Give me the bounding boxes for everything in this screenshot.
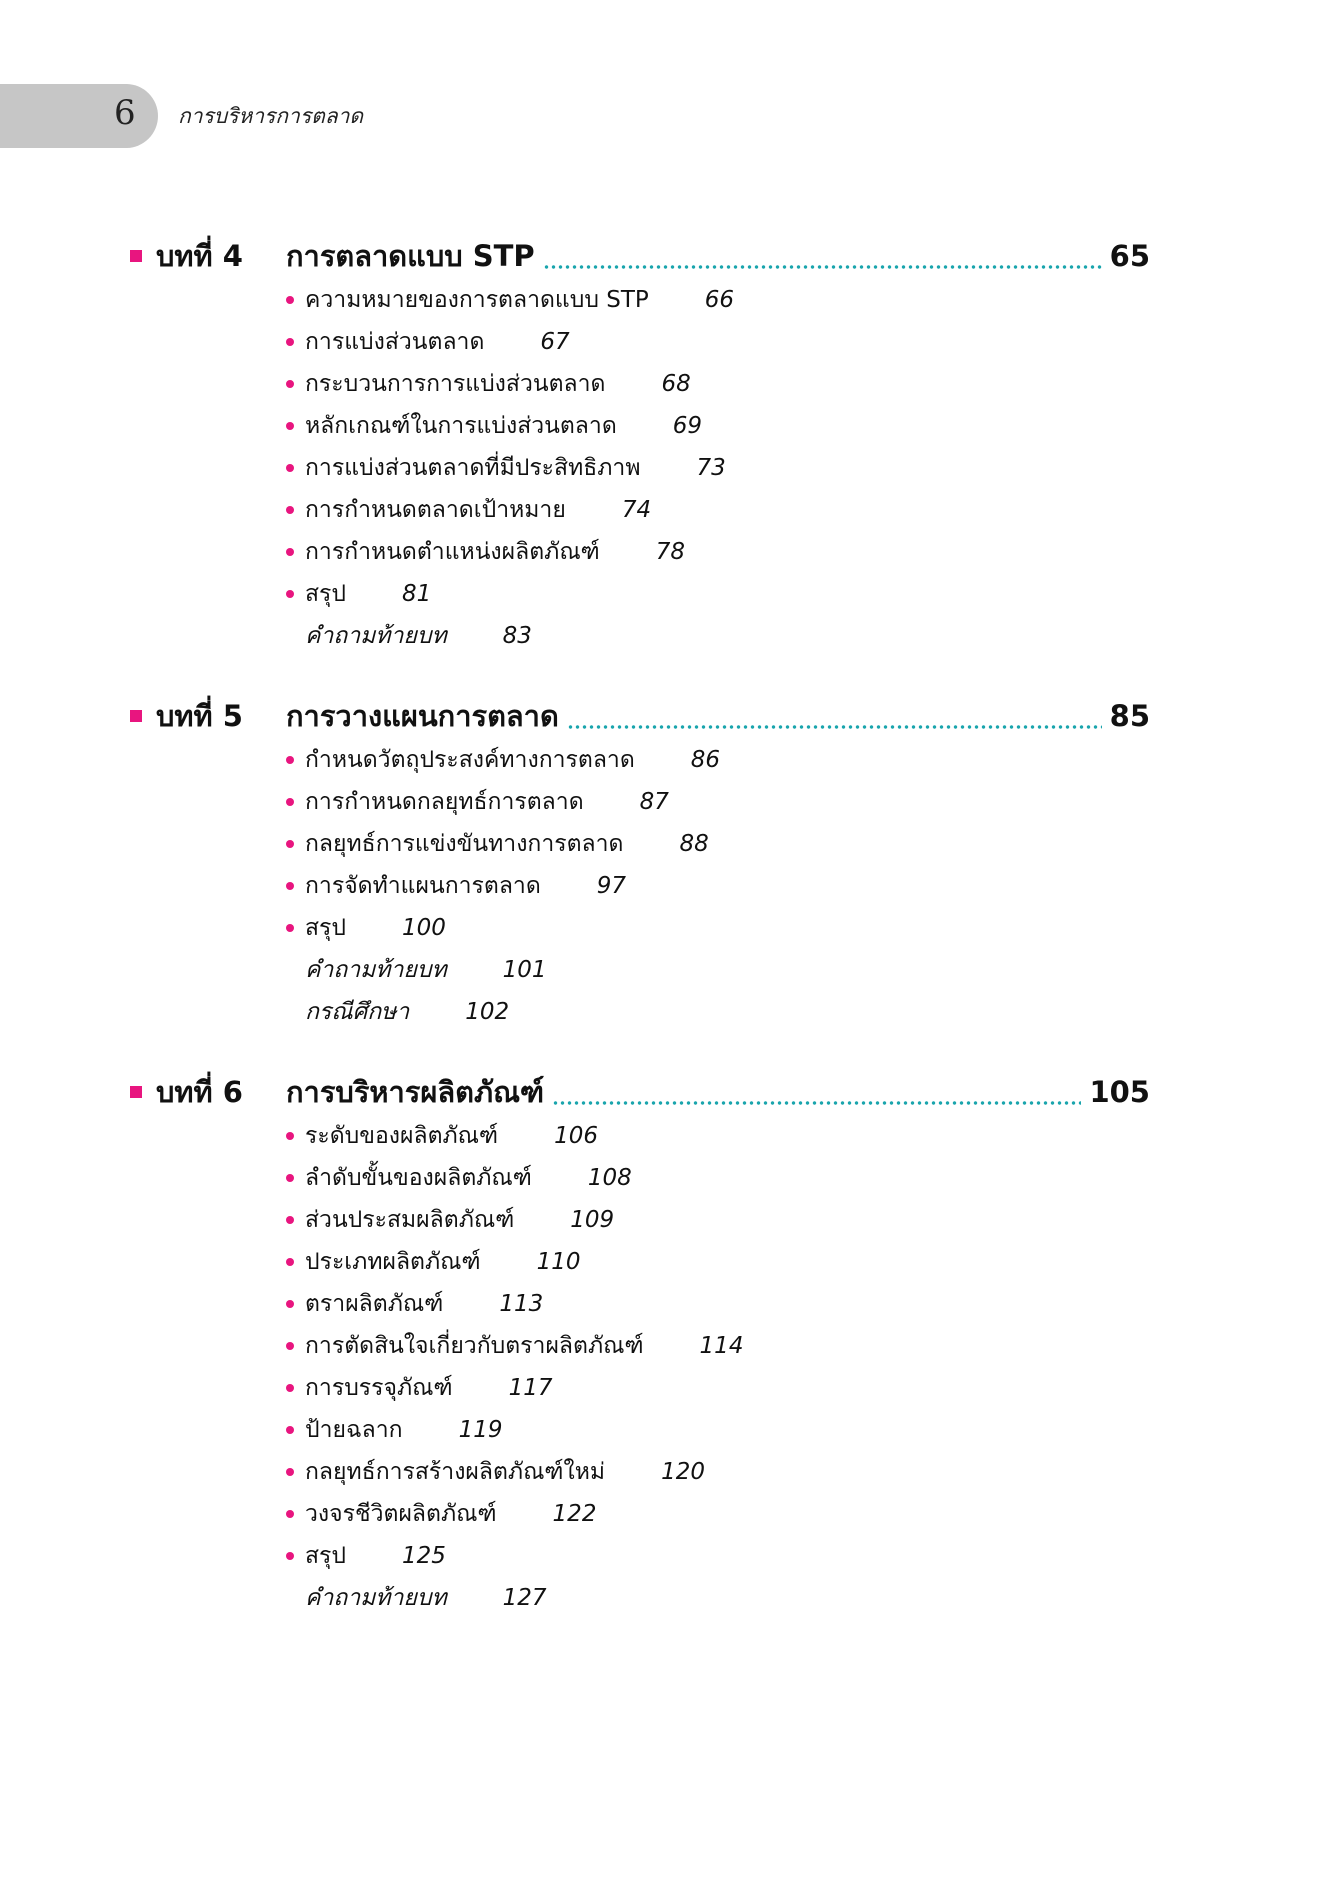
bullet-icon bbox=[286, 422, 294, 430]
bullet-icon bbox=[286, 548, 294, 556]
bullet-icon bbox=[286, 882, 294, 890]
bullet-icon bbox=[286, 338, 294, 346]
entry-page: 106 bbox=[554, 1123, 599, 1149]
entry-title: กระบวนการการแบ่งส่วนตลาด bbox=[305, 371, 606, 397]
chapter-marker-icon bbox=[130, 1086, 142, 1098]
entry-title: กำหนดวัตถุประสงค์ทางการตลาด bbox=[305, 747, 635, 773]
bullet-icon bbox=[286, 296, 294, 304]
bullet-icon bbox=[286, 756, 294, 764]
entry-page: 125 bbox=[402, 1543, 446, 1569]
entry-title: ส่วนประสมผลิตภัณฑ์ bbox=[305, 1207, 515, 1233]
chapter-entries bbox=[284, 1115, 743, 1619]
toc-entry bbox=[284, 739, 720, 781]
bullet-icon bbox=[286, 380, 294, 388]
entry-page: 114 bbox=[699, 1333, 744, 1359]
entry-page: 120 bbox=[661, 1459, 705, 1485]
entry-title: การตัดสินใจเกี่ยวกับตราผลิตภัณฑ์ bbox=[305, 1333, 644, 1359]
entry-title: สรุป bbox=[305, 581, 346, 607]
entry-page: 110 bbox=[536, 1249, 581, 1275]
chapter-title: การวางแผนการตลาด bbox=[286, 699, 559, 733]
bullet-icon bbox=[286, 590, 294, 598]
entry-page: 68 bbox=[661, 371, 691, 397]
entry-title: การกำหนดกลยุทธ์การตลาด bbox=[305, 789, 584, 815]
entry-title: คำถามท้ายบท bbox=[305, 623, 447, 649]
entry-page: 97 bbox=[596, 873, 627, 899]
toc-entry bbox=[284, 1157, 743, 1199]
entry-title: การกำหนดตำแหน่งผลิตภัณฑ์ bbox=[305, 539, 600, 565]
entry-page: 109 bbox=[570, 1207, 615, 1233]
bullet-icon bbox=[286, 1174, 294, 1182]
toc-entry bbox=[284, 823, 720, 865]
toc-entry bbox=[284, 573, 734, 615]
entry-page: 108 bbox=[587, 1165, 632, 1191]
toc-entry bbox=[284, 907, 720, 949]
entry-title: กลยุทธ์การสร้างผลิตภัณฑ์ใหม่ bbox=[305, 1459, 606, 1485]
bullet-icon bbox=[286, 1468, 294, 1476]
chapter-marker-icon bbox=[130, 710, 142, 722]
entry-page: 101 bbox=[502, 957, 547, 983]
toc-entry bbox=[284, 865, 720, 907]
bullet-icon bbox=[286, 1300, 294, 1308]
entry-title: การกำหนดตลาดเป้าหมาย bbox=[305, 497, 566, 523]
entry-page: 113 bbox=[499, 1291, 544, 1317]
entry-page: 69 bbox=[672, 413, 703, 439]
entry-title: ความหมายของการตลาดแบบ STP bbox=[305, 287, 649, 313]
toc-entry bbox=[284, 1367, 743, 1409]
toc-entry bbox=[284, 447, 734, 489]
entry-page: 119 bbox=[458, 1417, 503, 1443]
entry-page: 127 bbox=[502, 1585, 547, 1611]
chapter-title: การตลาดแบบ STP bbox=[286, 239, 535, 273]
chapter-page: 105 bbox=[1089, 1075, 1150, 1109]
entry-page: 87 bbox=[639, 789, 669, 815]
entry-title: การแบ่งส่วนตลาด bbox=[305, 329, 485, 355]
bullet-icon bbox=[286, 1258, 294, 1266]
entry-title: การบรรจุภัณฑ์ bbox=[305, 1375, 453, 1401]
entry-page: 122 bbox=[552, 1501, 597, 1527]
entry-title: คำถามท้ายบท bbox=[305, 1585, 447, 1611]
toc-entry bbox=[284, 1199, 743, 1241]
toc-entry bbox=[284, 1535, 743, 1577]
chapter-heading bbox=[130, 234, 1150, 278]
chapter-page: 65 bbox=[1109, 239, 1150, 273]
chapter-entries bbox=[284, 279, 734, 657]
entry-page: 74 bbox=[621, 497, 652, 523]
toc-entry bbox=[284, 781, 720, 823]
entry-title: การแบ่งส่วนตลาดที่มีประสิทธิภาพ bbox=[305, 455, 641, 481]
entry-page: 83 bbox=[502, 623, 532, 649]
entry-page: 117 bbox=[508, 1375, 553, 1401]
bullet-icon bbox=[286, 840, 294, 848]
toc-entry bbox=[284, 321, 734, 363]
bullet-icon bbox=[286, 1510, 294, 1518]
bullet-icon bbox=[286, 1552, 294, 1560]
entry-title: สรุป bbox=[305, 1543, 346, 1569]
entry-title: ตราผลิตภัณฑ์ bbox=[305, 1291, 444, 1317]
chapter-label: บทที่ 5 bbox=[156, 699, 243, 733]
entry-title: สรุป bbox=[305, 915, 346, 941]
entry-title: ลำดับขั้นของผลิตภัณฑ์ bbox=[305, 1165, 532, 1191]
bullet-icon bbox=[286, 464, 294, 472]
bullet-icon bbox=[286, 1426, 294, 1434]
toc-entry bbox=[284, 1577, 743, 1619]
bullet-icon bbox=[286, 1216, 294, 1224]
chapter-entries bbox=[284, 739, 720, 1033]
toc-entry bbox=[284, 1241, 743, 1283]
dot-leader bbox=[552, 1101, 1081, 1105]
chapter-marker-icon bbox=[130, 250, 142, 262]
bullet-icon bbox=[286, 1132, 294, 1140]
toc-entry bbox=[284, 531, 734, 573]
toc-entry bbox=[284, 1325, 743, 1367]
dot-leader bbox=[543, 265, 1102, 269]
entry-page: 86 bbox=[690, 747, 721, 773]
toc-entry bbox=[284, 615, 734, 657]
entry-page: 73 bbox=[696, 455, 726, 481]
toc-entry bbox=[284, 991, 720, 1033]
entry-page: 100 bbox=[402, 915, 446, 941]
bullet-icon bbox=[286, 1342, 294, 1350]
entry-title: ระดับของผลิตภัณฑ์ bbox=[305, 1123, 499, 1149]
entry-title: กรณีศึกษา bbox=[305, 999, 410, 1025]
entry-title: กลยุทธ์การแข่งขันทางการตลาด bbox=[305, 831, 624, 857]
toc-entry bbox=[284, 279, 734, 321]
entry-page: 78 bbox=[655, 539, 686, 565]
toc-entry bbox=[284, 1283, 743, 1325]
toc-entry bbox=[284, 1451, 743, 1493]
chapter-title: การบริหารผลิตภัณฑ์ bbox=[286, 1075, 545, 1109]
toc-entry bbox=[284, 1115, 743, 1157]
entry-title: ป้ายฉลาก bbox=[305, 1417, 403, 1443]
toc-entry bbox=[284, 949, 720, 991]
entry-page: 67 bbox=[540, 329, 570, 355]
bullet-icon bbox=[286, 798, 294, 806]
entry-title: วงจรชีวิตผลิตภัณฑ์ bbox=[305, 1501, 497, 1527]
entry-title: คำถามท้ายบท bbox=[305, 957, 447, 983]
entry-page: 81 bbox=[402, 581, 432, 607]
toc-entry bbox=[284, 1493, 743, 1535]
bullet-icon bbox=[286, 506, 294, 514]
entry-page: 66 bbox=[704, 287, 735, 313]
toc-entry bbox=[284, 405, 734, 447]
toc-entry bbox=[284, 1409, 743, 1451]
chapter-heading bbox=[130, 1070, 1150, 1114]
entry-page: 88 bbox=[679, 831, 709, 857]
entry-title: การจัดทำแผนการตลาด bbox=[305, 873, 541, 899]
chapter-heading bbox=[130, 694, 1150, 738]
chapter-page: 85 bbox=[1109, 699, 1150, 733]
bullet-icon bbox=[286, 924, 294, 932]
bullet-icon bbox=[286, 1384, 294, 1392]
entry-title: ประเภทผลิตภัณฑ์ bbox=[305, 1249, 481, 1275]
entry-page: 102 bbox=[465, 999, 510, 1025]
entry-title: หลักเกณฑ์ในการแบ่งส่วนตลาด bbox=[305, 413, 617, 439]
dot-leader bbox=[567, 725, 1102, 729]
chapter-label: บทที่ 6 bbox=[156, 1075, 243, 1109]
toc-entry bbox=[284, 489, 734, 531]
toc-entry bbox=[284, 363, 734, 405]
running-title: การบริหารการตลาด bbox=[178, 104, 364, 128]
chapter-label: บทที่ 4 bbox=[156, 239, 243, 273]
page-number: 6 bbox=[114, 93, 136, 133]
